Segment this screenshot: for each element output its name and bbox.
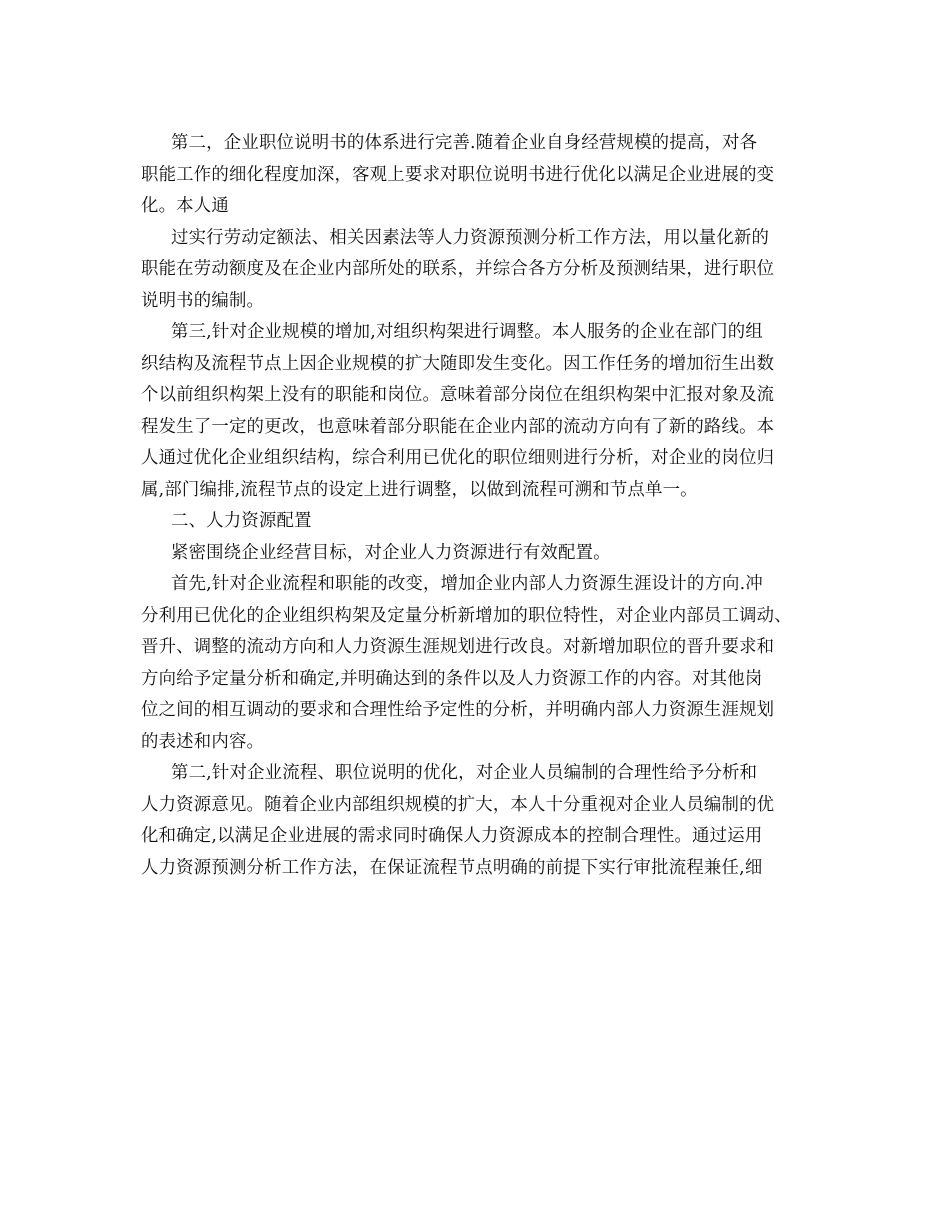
text-line: 过实行劳动定额法、相关因素法等人力资源预测分析工作方法，用以量化新的 <box>171 227 770 248</box>
text-line: 首先,针对企业流程和职能的改变，增加企业内部人力资源生涯设计的方向.冲 <box>171 574 763 594</box>
text-line: 化。本人通 <box>141 196 229 216</box>
text-line: 人力资源意见。随着企业内部组织规模的扩大，本人十分重视对企业人员编制的优 <box>141 794 775 815</box>
text-line: 织结构及流程节点上因企业规模的扩大随即发生变化。因工作任务的增加衍生出数 <box>141 353 775 374</box>
text-line: 紧密围绕企业经营目标，对企业人力资源进行有效配置。 <box>171 542 611 563</box>
text-line: 属,部门编排,流程节点的设定上进行调整，以做到流程可溯和节点单一。 <box>141 479 698 500</box>
text-line: 说明书的编制。 <box>141 290 265 311</box>
text-line: 人力资源预测分析工作方法，在保证流程节点明确的前提下实行审批流程兼任,细 <box>141 857 763 878</box>
text-line: 职能在劳动额度及在企业内部所处的联系，并综合各方分析及预测结果，进行职位 <box>141 259 775 279</box>
text-line: 第二，企业职位说明书的体系进行完善.随着企业自身经营规模的提高，对各 <box>171 133 758 153</box>
text-line: 第二,针对企业流程、职位说明的优化，对企业人员编制的合理性给予分析和 <box>171 763 758 783</box>
text-line: 化和确定,以满足企业进展的需求同时确保人力资源成本的控制合理性。通过运用 <box>141 826 763 846</box>
text-line: 分利用已优化的企业组织构架及定量分析新增加的职位特性，对企业内部员工调动、 <box>141 605 792 626</box>
text-line: 程发生了一定的更改，也意味着部分职能在企业内部的流动方向有了新的路线。本 <box>141 416 775 437</box>
section-heading: 二、人力资源配置 <box>171 511 312 531</box>
text-line: 第三,针对企业规模的增加,对组织构架进行调整。本人服务的企业在部门的组 <box>171 322 763 342</box>
text-line: 位之间的相互调动的要求和合理性给予定性的分析，并明确内部人力资源生涯规划 <box>141 700 775 720</box>
text-line: 人通过优化企业组织结构，综合利用已优化的职位细则进行分析，对企业的岗位归 <box>141 448 775 468</box>
text-line: 个以前组织构架上没有的职能和岗位。意味着部分岗位在组织构架中汇报对象及流 <box>141 385 775 405</box>
body-text <box>141 128 821 884</box>
text-line: 的表述和内容。 <box>141 731 265 752</box>
text-line: 晋升、调整的流动方向和人力资源生涯规划进行改良。对新增加职位的晋升要求和 <box>141 637 775 657</box>
text-line: 方向给予定量分析和确定,并明确达到的条件以及人力资源工作的内容。对其他岗 <box>141 668 763 689</box>
text-line: 职能工作的细化程度加深，客观上要求对职位说明书进行优化以满足企业进展的变 <box>141 164 775 185</box>
